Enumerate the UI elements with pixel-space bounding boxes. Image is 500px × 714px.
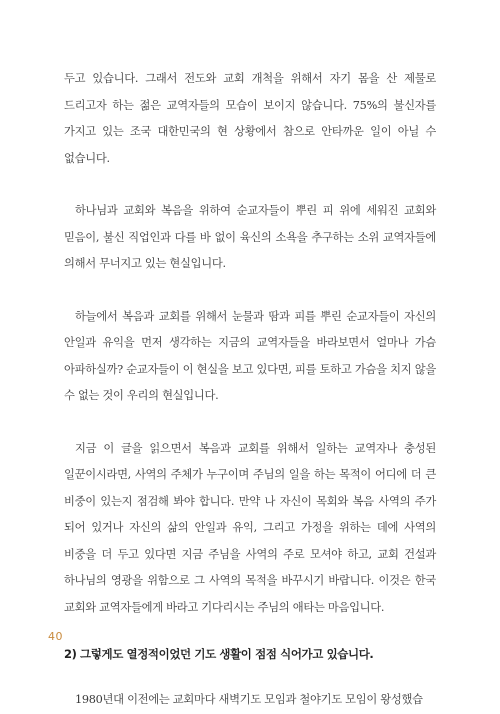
paragraph-spacer	[64, 278, 436, 304]
paragraph-5: 1980년대 이전에는 교회마다 새벽기도 모임과 철야기도 모임이 왕성했습	[75, 693, 423, 706]
paragraph-2: 하나님과 교회와 복음을 위하여 순교자들이 뿌린 피 위에 세워진 교회와 믿음이, 불신 직업인과 다를 바 없이 육신의 소욕을 추구하는 소위 교역자들에 의해서 무너지고 있는 현실입니다.	[64, 204, 436, 270]
paragraph-spacer	[64, 410, 436, 436]
page-body	[64, 66, 436, 714]
page-number: 40	[48, 630, 63, 643]
paragraph-spacer	[64, 621, 436, 641]
paragraph-spacer	[64, 667, 436, 687]
paragraph-1: 두고 있습니다. 그래서 전도와 교회 개척을 위해서 자기 몸을 산 제물로 드리고자 하는 젊은 교역자들의 모습이 보이지 않습니다. 75%의 불신자를 가지고 있는 조국 대한민국의 현 상황에서 참으로 안타까운 일이 아닐 수 없습니다.	[64, 72, 436, 165]
paragraph-3: 하늘에서 복음과 교회를 위해서 눈물과 땀과 피를 뿌린 순교자들이 자신의 안일과 유익을 먼저 생각하는 지금의 교역자들을 바라보면서 얼마나 가슴 아파하실까? 순교자들이 이 현실을 보고 있다면, 피를 토하고 가슴을 치지 않을 수 없는 것이 우리의 현실입니다.	[64, 309, 436, 402]
section-subheading: 2) 그렇게도 열정적이었던 기도 생활이 점점 식어가고 있습니다.	[64, 647, 374, 661]
paragraph-spacer	[64, 172, 436, 198]
paragraph-4: 지금 이 글을 읽으면서 복음과 교회를 위해서 일하는 교역자나 충성된 일꾼이시라면, 사역의 주체가 누구이며 주님의 일을 하는 목적이 어디에 더 큰 비중이 있는지 점검해 봐야 합니다. 만약 나 자신이 목회와 복음 사역의 주가 되어 있거나 자신의 삶의 안일과 유익, 그리고 가정을 위하는 데에 사역의 비중을 더 두고 있다면 지금 주님을 사역의 주로 모셔야 하고, 교회 건설과 하나님의 영광을 위함으로 그 사역의 목적을 바꾸시기 바랍니다. 이것은 한국 교회와 교역자들에게 바라고 기다리시는 주님의 애타는 마음입니다.	[64, 441, 436, 614]
